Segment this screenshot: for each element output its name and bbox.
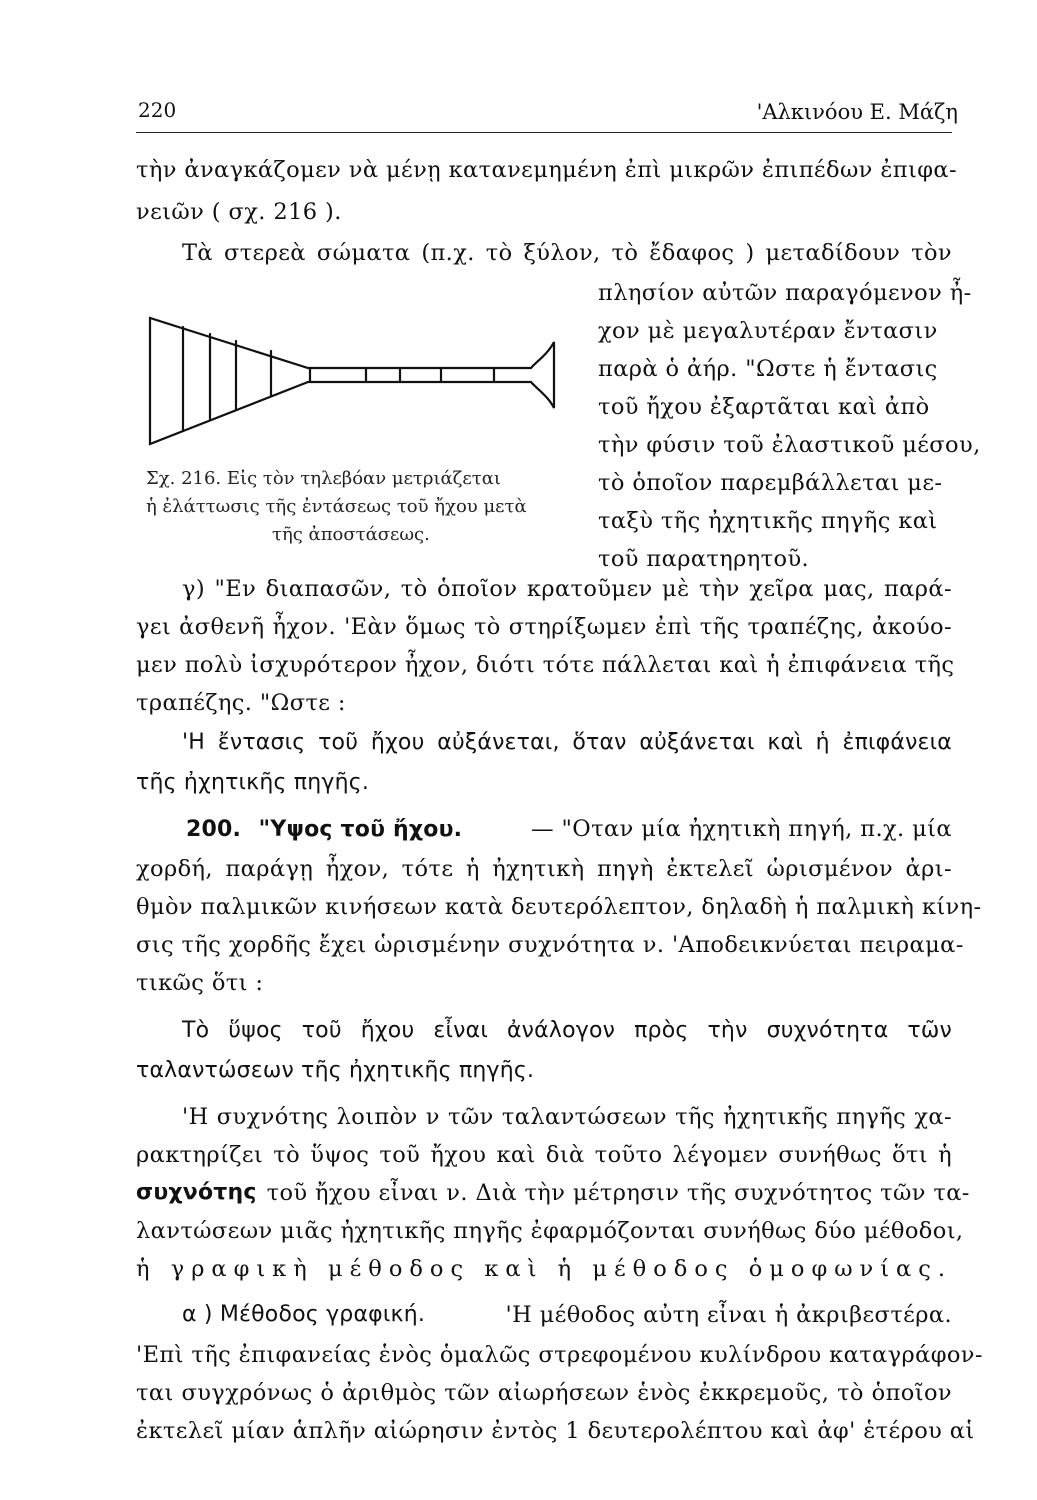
section-200-line: σις τῆς χορδῆς ἔχει ὡρισμένην συχνότητα ν. 'Αποδεικνύεται πειραμα- <box>136 932 964 958</box>
frequency-line-3-rest: τοῦ ἤχου εἶναι ν. Διὰ τὴν μέτρησιν τῆς συχνότητος τῶν τα- <box>266 1180 970 1206</box>
term-frequency: συχνότης <box>136 1180 257 1205</box>
solids-side-line: ταξὺ τῆς ἠχητικῆς πηγῆς καὶ <box>598 508 938 534</box>
method-a-title: α ) Μέθοδος γραφική. <box>182 1302 426 1327</box>
method-a-line: ἐκτελεῖ μίαν ἁπλῆν αἰώρησιν ἐντὸς 1 δευτερολέπτου καὶ ἀφ' ἑτέρου αἱ <box>136 1418 975 1444</box>
solids-side-line: τοῦ ἤχου ἐξαρτᾶται καὶ ἀπὸ <box>598 394 930 420</box>
method-a-line-1-rest: 'Η μέθοδος αὐτη εἶναι ἡ ἀκριβεστέρα. <box>505 1302 952 1328</box>
page-number: 220 <box>138 98 177 122</box>
solids-side-line: τοῦ παρατηρητοῦ. <box>598 546 810 572</box>
rule-pitch-line: ταλαντώσεων τῆς ἠχητικῆς πηγῆς. <box>136 1058 535 1083</box>
method-a-heading <box>182 1302 952 1328</box>
intro-line-2: νειῶν ( σχ. 216 ). <box>136 199 342 225</box>
rule-intensity-line: 'Η ἔντασις τοῦ ἤχου αὐξάνεται, ὅταν αὐξάνεται καὶ ἡ ἐπιφάνεια <box>182 730 952 755</box>
solids-side-line: τὴν φύσιν τοῦ ἐλαστικοῦ μέσου, <box>598 432 981 458</box>
section-200-heading <box>186 816 952 842</box>
tuning-fork-line: γει ἀσθενῆ ἦχον. 'Εὰν ὅμως τὸ στηρίξωμεν ἐπὶ τῆς τραπέζης, ἀκούο- <box>136 614 952 640</box>
figure-caption-line: Σχ. 216. Εἰς τὸν τηλεβόαν μετριάζεται <box>146 468 501 489</box>
intro-line-1: τὴν ἀναγκάζομεν νὰ μένῃ κατανεμημένη ἐπὶ μικρῶν ἐπιπέδων ἐπιφα- <box>136 157 957 183</box>
section-number: 200. <box>186 817 242 842</box>
method-a-line: 'Επὶ τῆς ἐπιφανείας ἑνὸς ὁμαλῶς στρεφομένου κυλίνδρου καταγράφον- <box>136 1342 983 1368</box>
figure-caption-line: τῆς ἀποστάσεως. <box>272 524 430 545</box>
section-200-line: θμὸν παλμικῶν κινήσεων κατὰ δευτερόλεπτον, δηλαδὴ ἡ παλμικὴ κίνη- <box>136 894 982 920</box>
solids-side-line: χον μὲ μεγαλυτέραν ἔντασιν <box>598 318 938 344</box>
section-title: "Υψος τοῦ ἤχου. <box>258 817 463 842</box>
solids-side-line: πλησίον αὐτῶν παραγόμενον ἦ- <box>598 280 972 306</box>
running-title: 'Αλκινόου Ε. Μάζη <box>756 100 958 124</box>
frequency-line-2: ρακτηρίζει τὸ ὕψος τοῦ ἤχου καὶ διὰ τοῦτο λέγομεν συνήθως ὅτι ἡ <box>136 1142 952 1168</box>
solids-side-line: παρὰ ὁ ἀήρ. "Ωστε ἡ ἔντασις <box>598 356 938 382</box>
solids-line-1: Τὰ στερεὰ σώματα (π.χ. τὸ ξύλον, τὸ ἔδαφος ) μεταδίδουν τὸν <box>182 240 952 266</box>
frequency-line-5: ἡ γραφικὴ μέθοδος καὶ ἡ μέθοδος ὁμοφωνίας. <box>136 1256 952 1282</box>
page-header <box>136 98 958 133</box>
method-a-line: ται συγχρόνως ὁ ἀριθμὸς τῶν αἰωρήσεων ἑνὸς ἐκκρεμοῦς, τὸ ὁποῖον <box>136 1380 952 1406</box>
tuning-fork-line: τραπέζης. "Ωστε : <box>136 690 346 716</box>
section-200-line-1-rest: — "Οταν μία ἠχητικὴ πηγή, π.χ. μία <box>531 816 952 842</box>
solids-side-line: τὸ ὁποῖον παρεμβάλλεται με- <box>598 470 943 496</box>
frequency-line-1: 'Η συχνότης λοιπὸν ν τῶν ταλαντώσεων τῆς ἠχητικῆς πηγῆς χα- <box>182 1104 952 1130</box>
rule-intensity-line: τῆς ἠχητικῆς πηγῆς. <box>136 770 370 795</box>
tuning-fork-line: μεν πολὺ ἰσχυρότερον ἦχον, διότι τότε πάλλεται καὶ ἡ ἐπιφάνεια τῆς <box>136 652 955 678</box>
rule-pitch-line: Τὸ ὕψος τοῦ ἤχου εἶναι ἀνάλογον πρὸς τὴν συχνότητα τῶν <box>182 1018 952 1043</box>
section-200-line: χορδή, παράγῃ ἦχον, τότε ἡ ἠχητικὴ πηγὴ ἐκτελεῖ ὡρισμένον ἀρι- <box>136 856 952 882</box>
frequency-line-4: λαντώσεων μιᾶς ἠχητικῆς πηγῆς ἐφαρμόζονται συνήθως δύο μέθοδοι, <box>136 1218 964 1244</box>
frequency-line-3 <box>136 1180 970 1206</box>
figure-caption-line: ἡ ἐλάττωσις τῆς ἐντάσεως τοῦ ἤχου μετὰ <box>146 496 527 517</box>
tuning-fork-line: γ) "Εν διαπασῶν, τὸ ὁποῖον κρατοῦμεν μὲ τὴν χεῖρα μας, παρά- <box>182 576 952 602</box>
section-200-line: τικῶς ὅτι : <box>136 970 264 996</box>
megaphone-figure <box>138 296 570 476</box>
